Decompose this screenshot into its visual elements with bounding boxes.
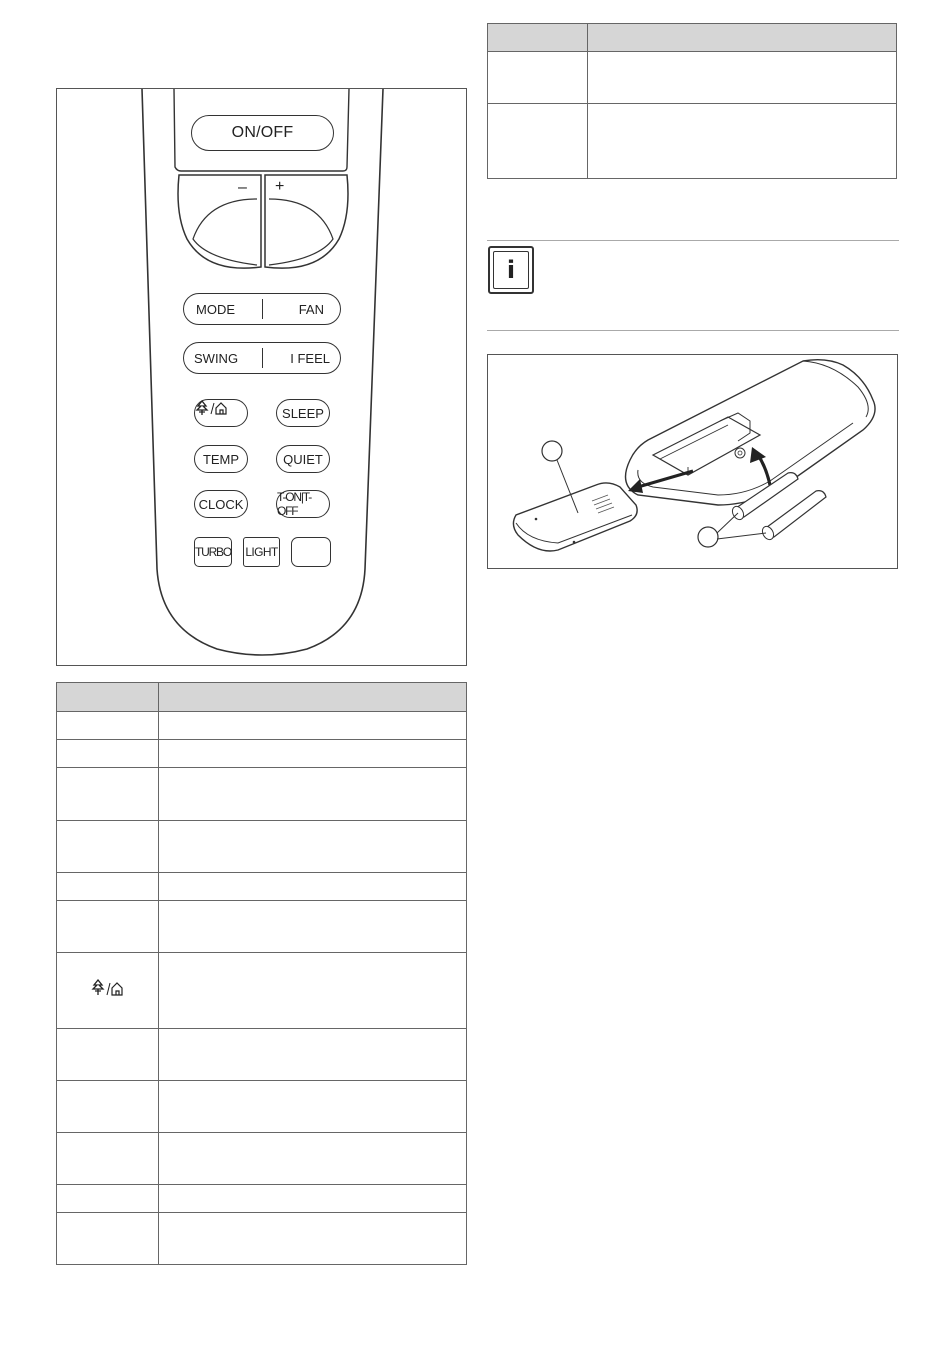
remote-body-outline — [57, 89, 467, 666]
sleep-button[interactable] — [276, 399, 330, 427]
tree-house-icon — [91, 979, 125, 997]
clock-button[interactable] — [194, 490, 248, 518]
table-row — [57, 1185, 467, 1213]
top-right-table — [487, 23, 897, 179]
table-row — [57, 1029, 467, 1081]
blank-button[interactable] — [291, 537, 331, 567]
fan-label: FAN — [298, 301, 324, 317]
table-row — [488, 52, 897, 104]
mode-label: MODE — [196, 301, 235, 317]
button-function-table — [56, 682, 467, 1265]
health-icon-cell — [57, 953, 159, 1029]
light-label: LIGHT — [245, 545, 278, 559]
note-top-rule — [487, 240, 899, 241]
sleep-label: SLEEP — [282, 405, 324, 421]
temp-button[interactable] — [194, 445, 248, 473]
swing-ifeel-button[interactable] — [183, 342, 341, 374]
table-header-cell — [57, 683, 159, 712]
table-row — [57, 953, 467, 1029]
table-row — [57, 901, 467, 953]
clock-label: CLOCK — [198, 496, 244, 512]
turbo-button[interactable] — [194, 537, 232, 567]
table-row — [57, 1081, 467, 1133]
timer-label: T-ON|T-OFF — [277, 490, 312, 518]
divider — [262, 348, 263, 368]
table-header-row — [488, 24, 897, 52]
table-row — [57, 768, 467, 821]
table-row — [57, 1133, 467, 1185]
table-row — [57, 821, 467, 873]
temp-label: TEMP — [202, 451, 240, 467]
info-glyph: i — [506, 256, 516, 284]
quiet-label: QUIET — [283, 451, 323, 467]
note-bottom-rule — [487, 330, 899, 331]
swing-label: SWING — [194, 350, 239, 366]
table-row — [57, 1213, 467, 1265]
table-row — [57, 712, 467, 740]
battery-illustration — [488, 355, 898, 569]
divider — [262, 299, 263, 319]
info-icon — [488, 246, 534, 294]
turbo-label: TURBO — [195, 545, 232, 559]
on-off-label: ON/OFF — [231, 124, 294, 141]
minus-button[interactable]: – — [238, 179, 247, 196]
mode-fan-button[interactable] — [183, 293, 341, 325]
table-row — [57, 873, 467, 901]
table-header-cell — [488, 24, 588, 52]
battery-replacement-figure — [487, 354, 898, 569]
table-header-cell — [588, 24, 897, 52]
quiet-button[interactable] — [276, 445, 330, 473]
ifeel-label: I FEEL — [290, 350, 330, 366]
timer-button[interactable] — [276, 490, 330, 518]
tree-house-icon — [195, 400, 229, 416]
table-row — [57, 740, 467, 768]
table-row — [488, 104, 897, 179]
table-header-row — [57, 683, 467, 712]
remote-control-figure — [56, 88, 467, 666]
health-button[interactable] — [194, 399, 248, 427]
plus-button[interactable]: + — [275, 178, 285, 195]
table-header-cell — [159, 683, 467, 712]
light-button[interactable] — [243, 537, 280, 567]
on-off-button[interactable] — [191, 115, 334, 151]
